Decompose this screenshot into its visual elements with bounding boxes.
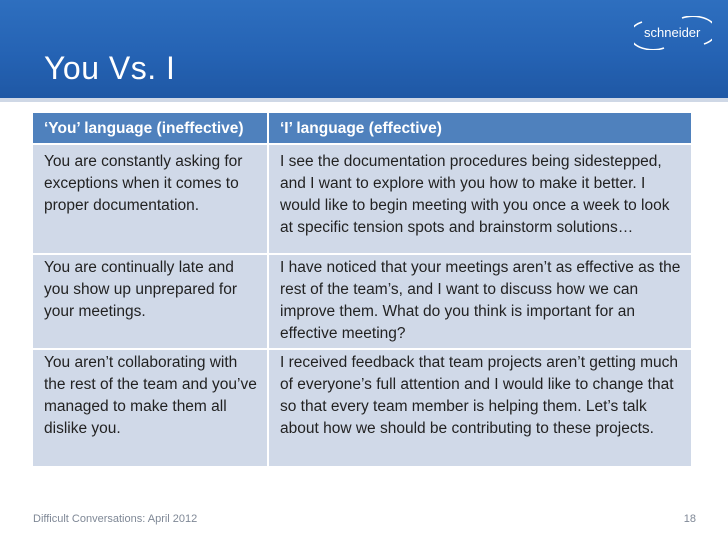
- slide-title: You Vs. I: [44, 50, 176, 86]
- table-row: [33, 144, 691, 254]
- you-statement: You are constantly asking for exceptions when it comes to proper documentation.: [33, 144, 268, 254]
- you-statement: You are continually late and you show up unprepared for your meetings.: [33, 254, 268, 349]
- logo-text: schneider: [644, 25, 701, 40]
- i-statement: I see the documentation procedures being sidestepped, and I want to explore with you how to make it better. I would like to begin meeting with you once a week to look at specific tension spots and brainstorm solutions…: [268, 144, 691, 254]
- table-header-row: [33, 113, 691, 144]
- schneider-logo-icon: [634, 16, 712, 50]
- header-i-language: ‘I’ language (effective): [268, 113, 691, 144]
- you-statement: You aren’t collaborating with the rest of the team and you’ve managed to make them all dislike you.: [33, 349, 268, 466]
- footer-text: Difficult Conversations: April 2012: [33, 513, 198, 525]
- header-you-language: ‘You’ language (ineffective): [33, 113, 268, 144]
- i-statement: I have noticed that your meetings aren’t as effective as the rest of the team’s, and I want to discuss how we can improve them. What do you think is important for an effective meeting?: [268, 254, 691, 349]
- header-divider: [0, 98, 728, 102]
- table-row: [33, 254, 691, 349]
- comparison-table: [33, 113, 691, 466]
- page-number: 18: [683, 513, 696, 525]
- table-row: [33, 349, 691, 466]
- i-statement: I received feedback that team projects aren’t getting much of everyone’s full attention and I would like to change that so that every team member is helping them. Let’s talk about how we should be contributing to these projects.: [268, 349, 691, 466]
